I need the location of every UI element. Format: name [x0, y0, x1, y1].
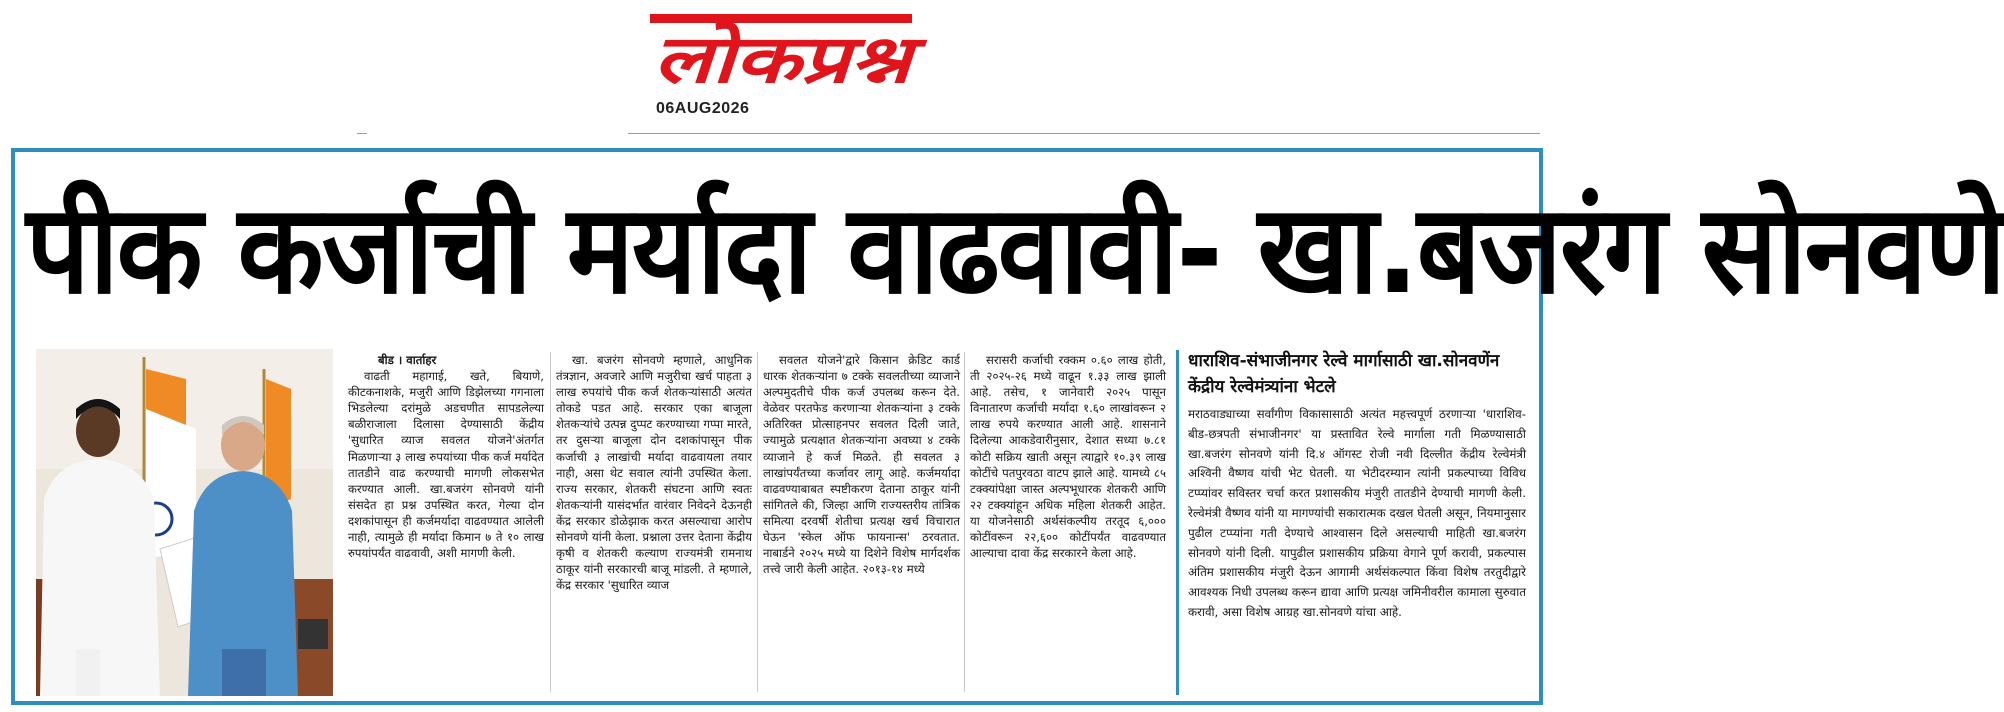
column-divider: [757, 352, 758, 692]
article-paragraph: सवलत योजने'द्वारे किसान क्रेडिट कार्ड धारक शेतकऱ्यांना ७ टक्के सवलतीच्या व्याजाने अल्पमुदतीचे पीक कर्ज उपलब्ध करून देते. वेळेवर परतफेड करणाऱ्या शेतकऱ्यांना ३ टक्के अतिरिक्त प्रोत्साहनपर सवलत दिली जाते, ज्यामुळे प्रत्यक्षात शेतकऱ्यांना अवघ्या ४ टक्के व्याजाने हे कर्ज मिळते. ही सवलत ३ लाखांपर्यंतच्या कर्जावर लागू आहे. कर्जमर्यादा वाढवण्याबाबत स्पष्टीकरण देताना ठाकूर यांनी सांगितले की, जिल्हा आणि राज्यस्तरीय तांत्रिक समित्या दरवर्षी शेतीचा प्रत्यक्ष खर्च विचारात घेऊन 'स्केल ऑफ फायनान्स' ठरवतात. नाबार्डने २०२५ मध्ये या दिशेने विशेष मार्गदर्शक तत्त्वे जारी केली आहेत. २०१३-१४ मध्ये: [763, 353, 960, 577]
article-paragraph: वाढती महागाई, खते, बियाणे, कीटकनाशके, मजुरी आणि डिझेलच्या गगनाला भिडलेल्या दरांमुळे अडचणीत सापडलेल्या बळीराजाला दिलासा देण्यासाठी केंद्रीय 'सुधारित व्याज सवलत योजने'अंतर्गत मिळणाऱ्या ३ लाख रुपयांच्या पीक कर्ज मर्यादेत तातडीने वाढ करण्याची मागणी लोकसभेत करण्यात आली. खा.बजरंग सोनवणे यांनी संसदेत हा प्रश्न उपस्थित करत, गेल्या दोन दशकांपासून ही कर्जमर्यादा वाढवण्यात आलेली नाही, त्यामुळे ही मर्यादा किमान ७ ते १० लाख रुपयांपर्यंत वाढवावी, अशी मागणी केली.: [348, 369, 544, 561]
article-dateline: बीड । वार्ताहर: [378, 353, 437, 367]
article-column-2: [556, 352, 752, 692]
header-rule: [628, 133, 1540, 134]
sidebar-headline: धाराशिव-संभाजीनगर रेल्वे मार्गासाठी खा.सोनवणेंन केंद्रीय रेल्वेमंत्र्यांना भेटले: [1188, 351, 1500, 397]
article-paragraph: खा. बजरंग सोनवणे म्हणाले, आधुनिक तंत्रज्ञान, अवजारे आणि मजुरीचा खर्च पाहता ३ लाख रुपयांचे पीक कर्ज शेतकऱ्यांसाठी अत्यंत तोकडे पडत आहे. सरकार एका बाजूला शेतकऱ्यांचे उत्पन्न दुप्पट करण्याच्या गप्पा मारते, तर दुसऱ्या बाजूला दोन दशकांपासून पीक कर्जाची ३ लाखांची मर्यादा वाढवायला तयार नाही, असा थेट सवाल त्यांनी उपस्थित केला. राज्य सरकार, शेतकरी संघटना आणि स्वतः शेतकऱ्यांनी यासंदर्भात वारंवार निवेदने देऊनही केंद्र सरकार डोळेझाक करत असल्याचा आरोप सोनवणे यांनी केला. प्रश्नाला उत्तर देताना केंद्रीय कृषी व शेतकरी कल्याण राज्यमंत्री रामनाथ ठाकूर यांनी सरकारची बाजू मांडली. ते म्हणाले, केंद्र सरकार 'सुधारित व्याज: [556, 353, 752, 593]
photo-meeting-illustration: [36, 349, 333, 696]
article-column-4: [970, 352, 1166, 692]
article-paragraph: सरासरी कर्जाची रक्कम ०.६० लाख होती, ती २०२५-२६ मध्ये वाढून १.३३ लाख झाली आहे. तसेच, १ जानेवारी २०२५ पासून विनातारण कर्जाची मर्यादा १.६० लाखांवरून २ लाख रुपये करण्यात आली आहे. शासनाने दिलेल्या आकडेवारीनुसार, देशात सध्या ७.८१ कोटी सक्रिय खाती असून त्याद्वारे १०.३९ लाख कोटींचे पतपुरवठा वाटप झाले आहे. यामध्ये ८५ टक्क्यांपेक्षा जास्त अल्पभूधारक शेतकरी आणि २२ टक्क्यांहून अधिक महिला शेतकरी आहेत. या योजनेसाठी अर्थसंकल्पीय तरतूद ६,००० कोटींवरून २२,६०० कोटींपर्यंत वाढवण्यात आल्याचा दावा केंद्र सरकारने केला आहे.: [970, 353, 1166, 561]
issue-date: 06AUG2026: [656, 100, 750, 117]
article-column-3: [763, 352, 960, 692]
sidebar-body: मराठवाड्याच्या सर्वांगीण विकासासाठी अत्यंत महत्त्वपूर्ण ठरणाऱ्या 'धाराशिव-बीड-छत्रपती संभाजीनगर' या प्रस्तावित रेल्वे मार्गाला गती मिळण्यासाठी खा.बजरंग सोनवणे यांनी दि.४ ऑगस्ट रोजी नवी दिल्लीत केंद्रीय रेल्वेमंत्री अश्विनी वैष्णव यांची भेट घेतली. या भेटीदरम्यान त्यांनी प्रकल्पाच्या विविध टप्प्यांवर सविस्तर चर्चा करत प्रशासकीय मंजुरी तातडीने देण्याची मागणी केली. रेल्वेमंत्री वैष्णव यांनी या मागण्यांची सकारात्मक दखल घेतली असून, नियमानुसार पुढील टप्प्यांना गती देण्याचे आश्वासन दिले असल्याची माहिती खा.बजरंग सोनवणे यांनी दिली. यापुढील प्रशासकीय प्रक्रिया वेगाने पूर्ण करावी, प्रकल्पास अंतिम प्रशासकीय मंजुरी देऊन आगामी अर्थसंकल्पात किंवा विशेष तरतुदीद्वारे आवश्यक निधी उपलब्ध करून द्यावा आणि प्रत्यक्ष जमिनीवरील कामाला सुरुवात करावी, असा विशेष आग्रह खा.सोनवणे यांचा आहे.: [1188, 407, 1526, 619]
sidebar-divider: [1176, 350, 1179, 695]
masthead-logo-text: लोकप्रश्न: [653, 21, 929, 98]
column-divider: [550, 352, 551, 692]
article-headline: पीक कर्जाची मर्यादा वाढवावी- खा.बजरंग सोनवणे: [26, 178, 2004, 322]
header-rule-short: [357, 133, 367, 134]
article-photo: [36, 349, 333, 696]
article-column-1: [348, 352, 544, 692]
masthead-logo-graphic: [646, 2, 929, 100]
masthead-logo: [646, 2, 929, 100]
column-divider: [964, 352, 965, 692]
